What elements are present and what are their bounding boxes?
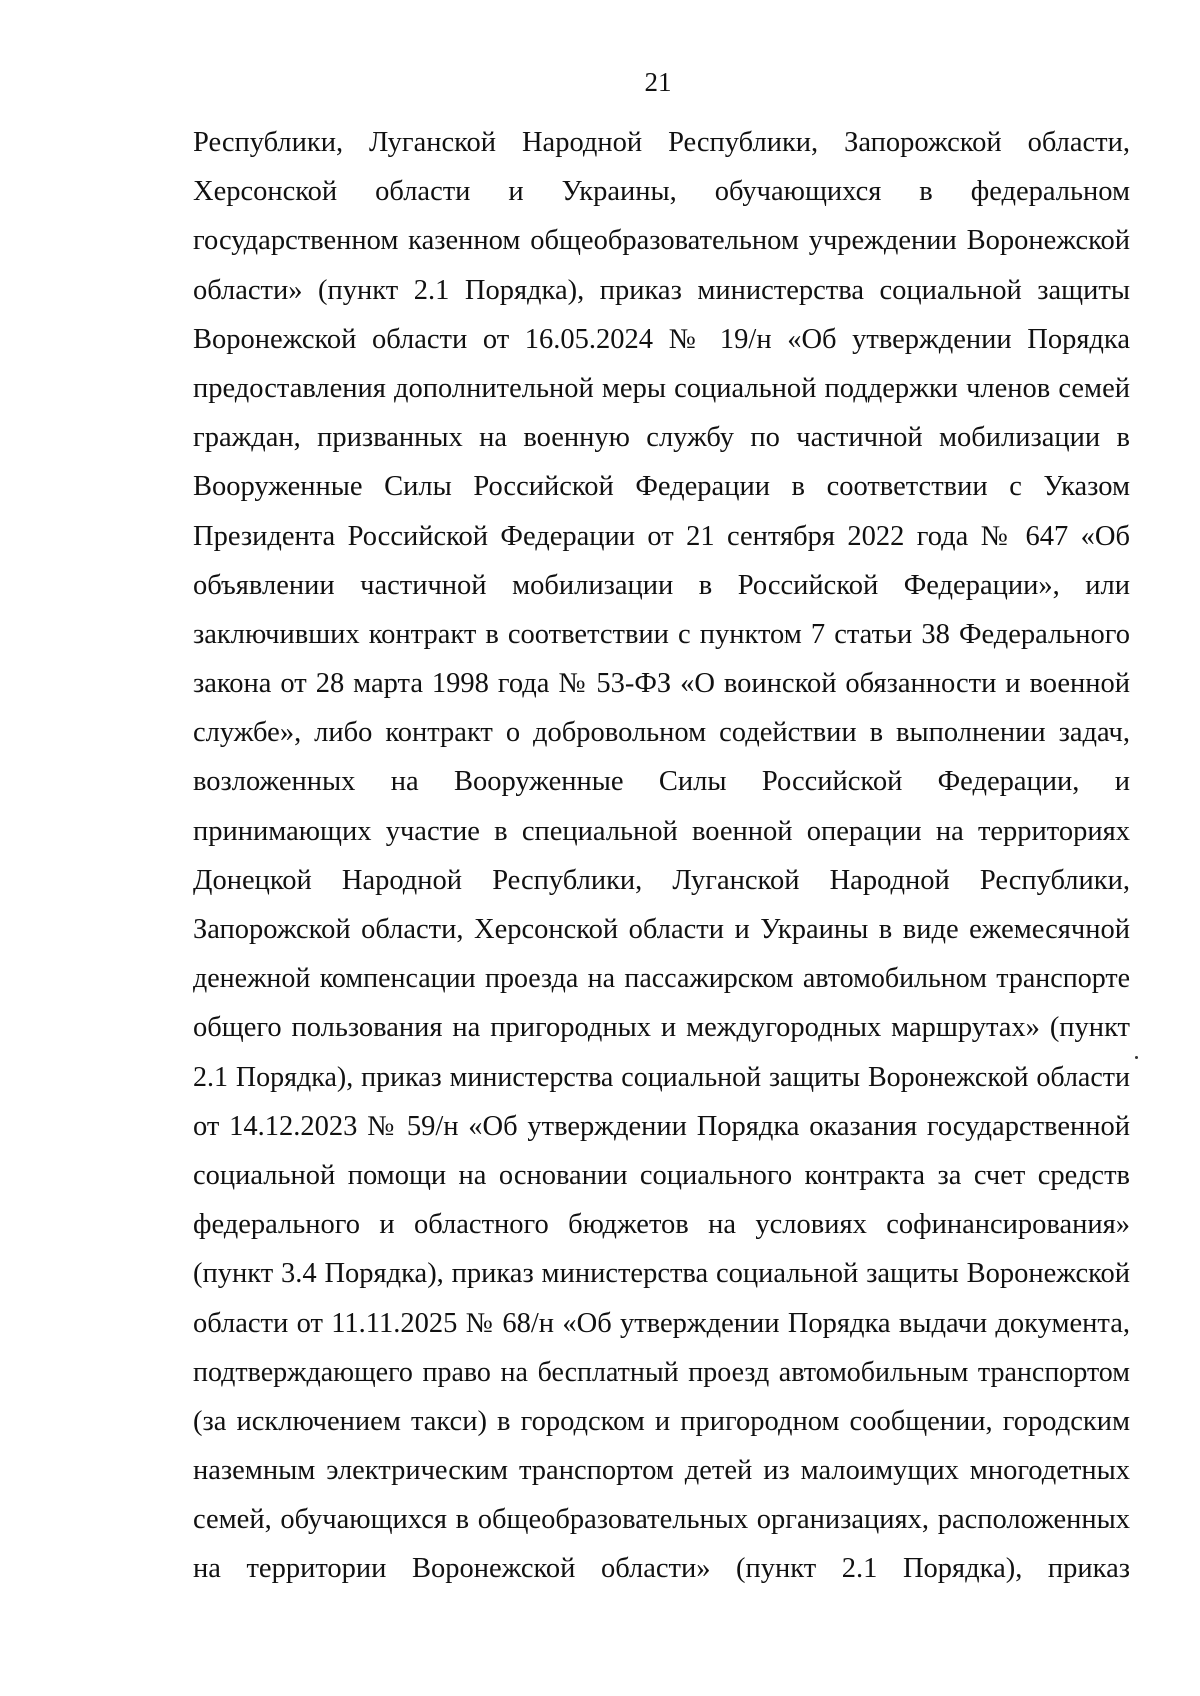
text-line: Воронежской области от 16.05.2024 № 19/н «Об утверждении Порядка — [193, 323, 1130, 355]
text-line: службе», либо контракт о добровольном содействии в выполнении задач, — [193, 717, 1130, 749]
text-line: принимающих участие в специальной военной операции на территориях — [193, 815, 1130, 847]
text-line: наземным электрическим транспортом детей из малоимущих многодетных — [193, 1455, 1130, 1487]
text-line: денежной компенсации проезда на пассажирском автомобильном транспорте — [193, 963, 1130, 995]
text-line: предоставления дополнительной меры социальной поддержки членов семей — [193, 372, 1130, 404]
text-line: общего пользования на пригородных и междугородных маршрутах» (пункт — [193, 1012, 1130, 1044]
text-line: на территории Воронежской области» (пункт 2.1 Порядка), приказ — [193, 1553, 1130, 1585]
text-line: возложенных на Вооруженные Силы Российской Федерации, и — [193, 766, 1130, 798]
scan-speck — [1135, 1056, 1138, 1059]
text-line: Президента Российской Федерации от 21 сентября 2022 года № 647 «Об — [193, 520, 1130, 552]
text-line: федерального и областного бюджетов на условиях софинансирования» — [193, 1209, 1130, 1241]
text-line: Вооруженные Силы Российской Федерации в соответствии с Указом — [193, 471, 1130, 503]
text-line: заключивших контракт в соответствии с пунктом 7 статьи 38 Федерального — [193, 618, 1130, 650]
text-line: 2.1 Порядка), приказ министерства социальной защиты Воронежской области — [193, 1061, 1130, 1093]
text-line: Донецкой Народной Республики, Луганской Народной Республики, — [193, 864, 1130, 896]
text-line: области» (пункт 2.1 Порядка), приказ министерства социальной защиты — [193, 274, 1130, 306]
text-line: Республики, Луганской Народной Республики, Запорожской области, — [193, 127, 1130, 158]
text-line: подтверждающего право на бесплатный проезд автомобильным транспортом — [193, 1356, 1130, 1388]
page-number: 21 — [644, 67, 672, 97]
text-line: области от 11.11.2025 № 68/н «Об утверждении Порядка выдачи документа, — [193, 1307, 1130, 1339]
text-line: (за исключением такси) в городском и пригородном сообщении, городским — [193, 1405, 1130, 1437]
text-line: государственном казенном общеобразовательном учреждении Воронежской — [193, 225, 1130, 257]
text-line: объявлении частичной мобилизации в Российской Федерации», или — [193, 569, 1130, 601]
text-line: социальной помощи на основании социального контракта за счет средств — [193, 1159, 1130, 1191]
text-line: (пункт 3.4 Порядка), приказ министерства социальной защиты Воронежской — [193, 1258, 1130, 1290]
text-line: Херсонской области и Украины, обучающихся в федеральном — [193, 176, 1130, 208]
text-line: семей, обучающихся в общеобразовательных организациях, расположенных — [193, 1504, 1130, 1536]
text-line: закона от 28 марта 1998 года № 53-ФЗ «О воинской обязанности и военной — [193, 668, 1130, 700]
text-line: от 14.12.2023 № 59/н «Об утверждении Порядка оказания государственной — [193, 1110, 1130, 1142]
body-text — [193, 118, 1130, 1594]
text-line: Запорожской области, Херсонской области и Украины в виде ежемесячной — [193, 914, 1130, 945]
text-line: граждан, призванных на военную службу по частичной мобилизации в — [193, 422, 1130, 454]
